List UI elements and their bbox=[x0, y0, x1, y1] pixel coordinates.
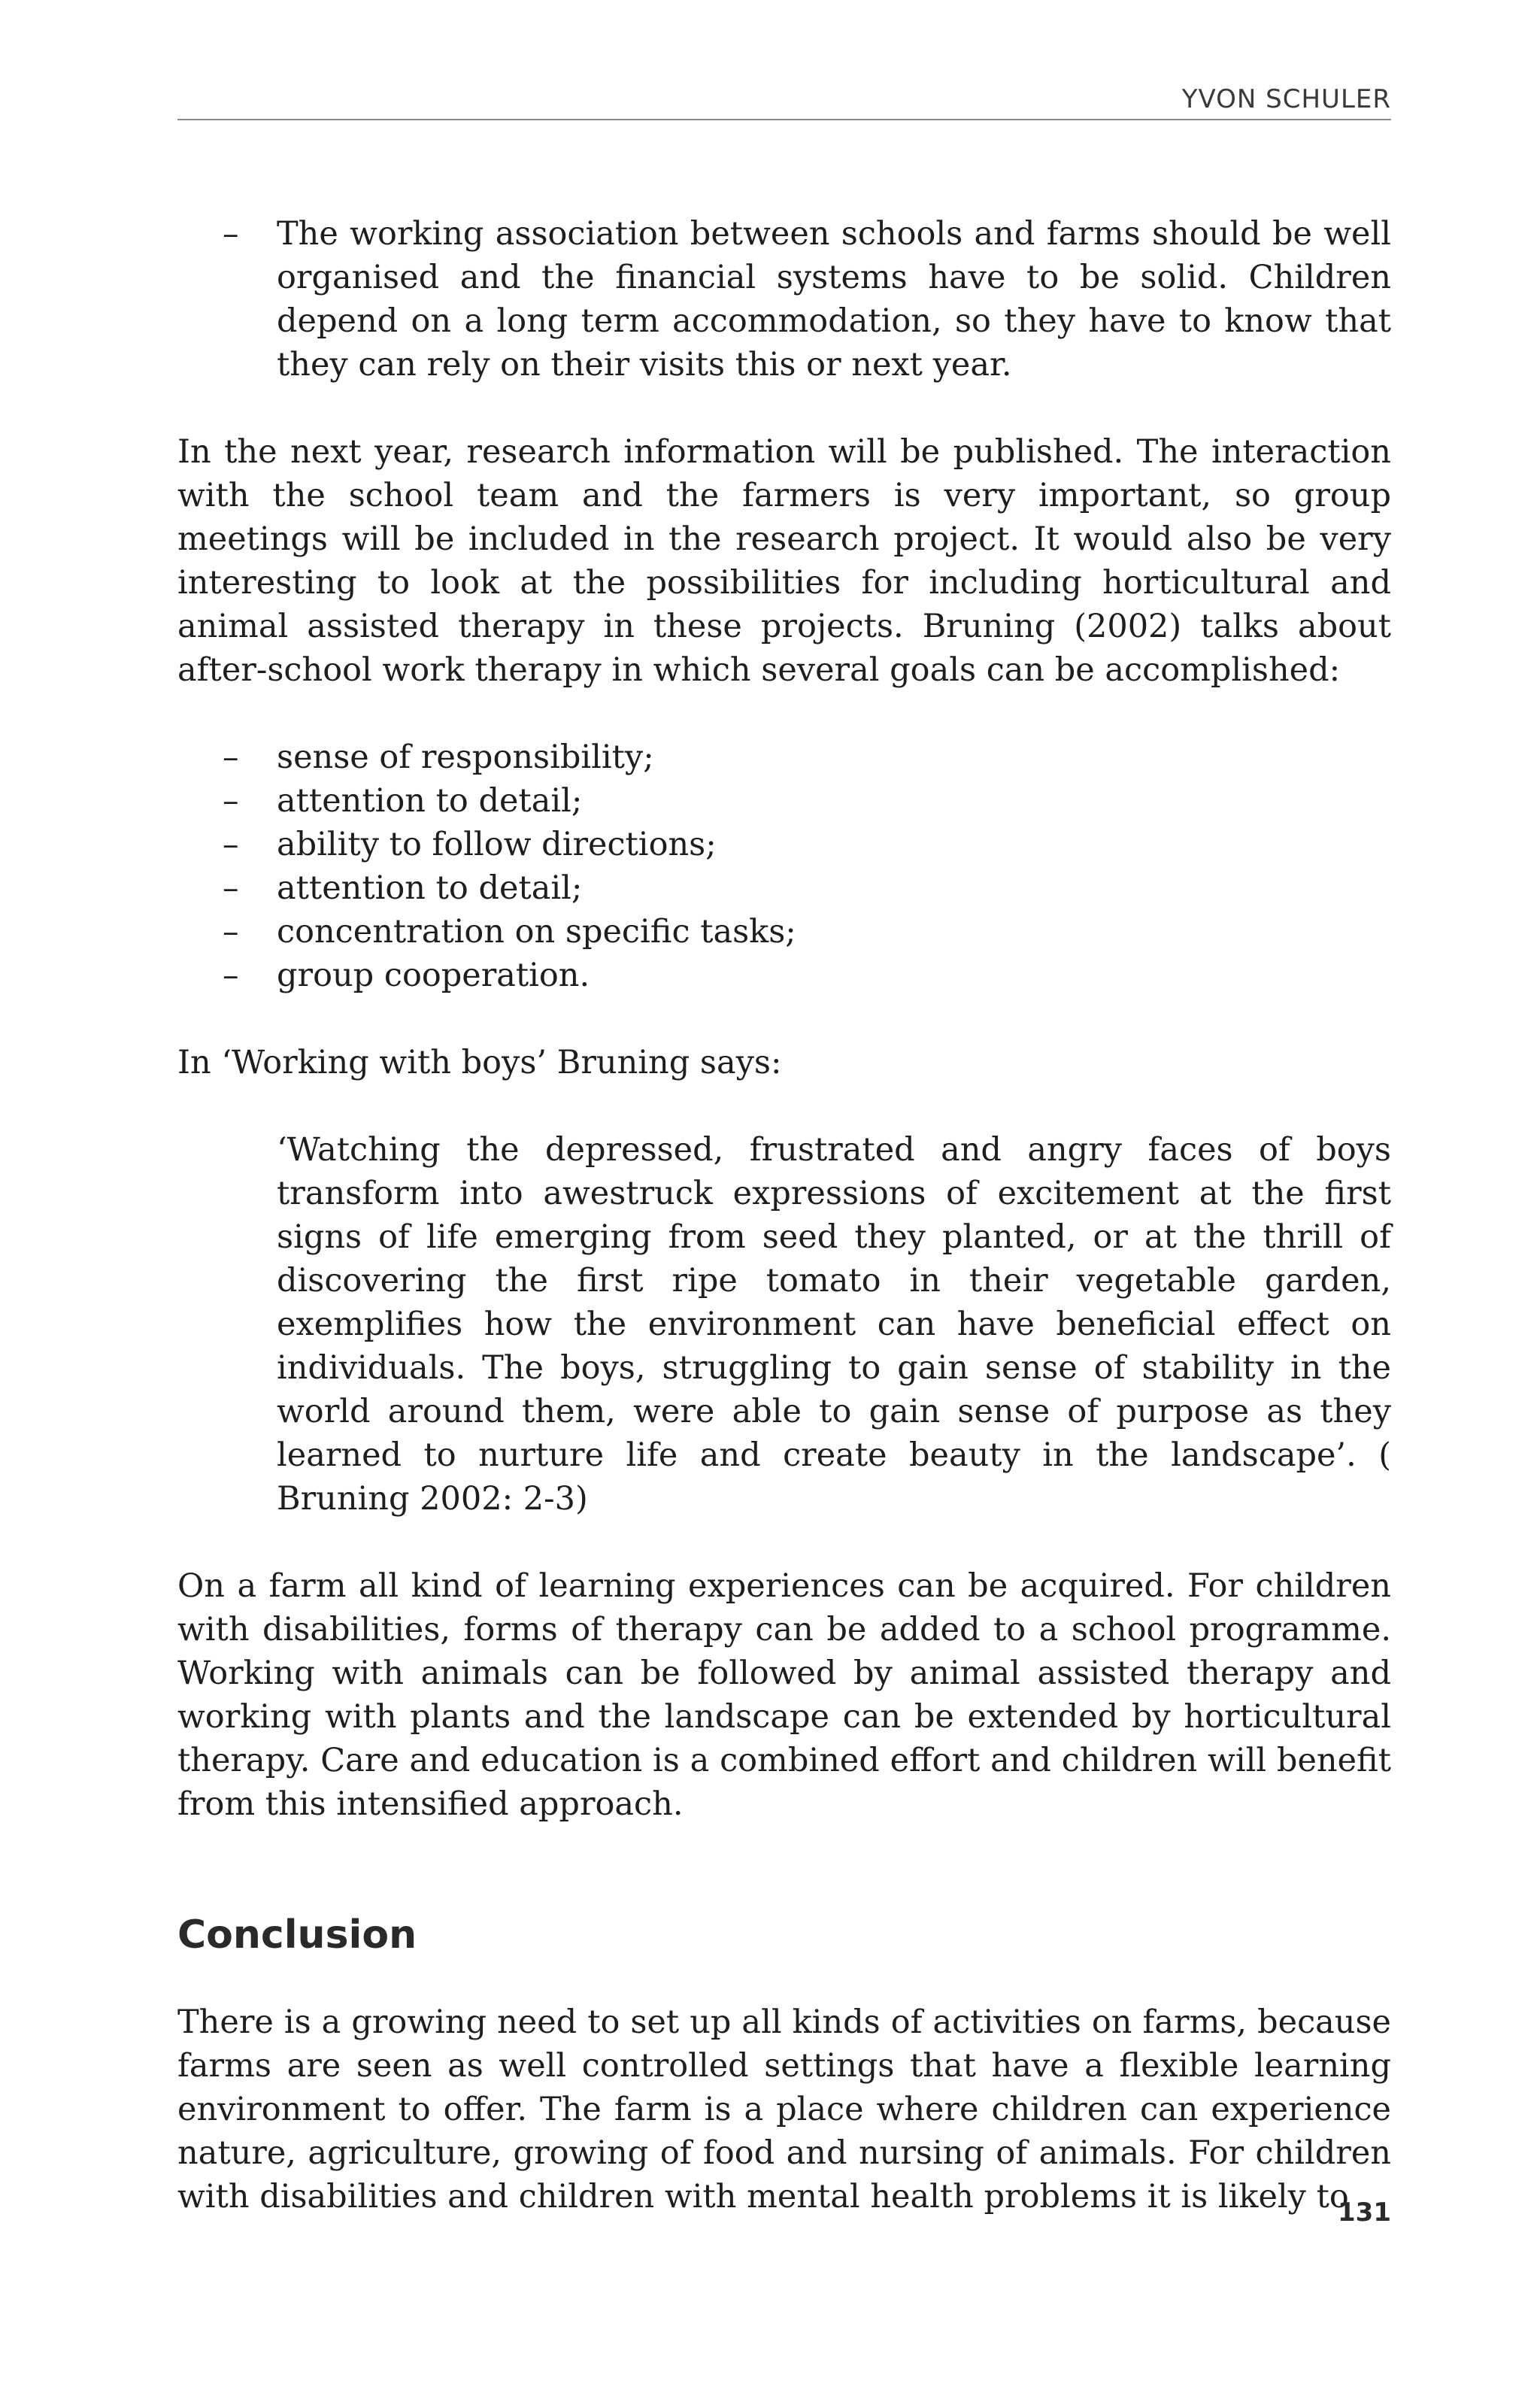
goal-text: attention to detail; bbox=[277, 869, 583, 907]
intro-item-text: The working association between schools and farms should be well organised and the financial systems have to be solid. Children depend on a long term accommodation, so they have to know that they can rely on their visits this or next year. bbox=[277, 215, 1391, 384]
document-page bbox=[177, 0, 1391, 2390]
paragraph-farm-learning: On a farm all kind of learning experiences can be acquired. For children with disabilities, forms of therapy can be added to a school programme. Working with animals can be followed by animal assisted therapy and working with plants and the landscape can be extended by horticultural therapy. Care and education is a combined effort and children will benefit from this intensified approach. bbox=[177, 1567, 1391, 1823]
paragraph-conclusion: There is a growing need to set up all kinds of activities on farms, because farms are seen as well controlled settings that have a flexible learning environment to offer. The farm is a place where children can experience nature, agriculture, growing of food and nursing of animals. For children with disabilities and children with mental health problems it is likely to bbox=[177, 2003, 1391, 2216]
goal-item bbox=[177, 779, 1391, 823]
goal-item bbox=[177, 954, 1391, 997]
intro-list-item bbox=[177, 212, 1391, 387]
goal-item bbox=[177, 823, 1391, 866]
goal-item bbox=[177, 736, 1391, 779]
goal-text: attention to detail; bbox=[277, 782, 583, 820]
dash-bullet-icon: – bbox=[223, 826, 239, 863]
paragraph-research: In the next year, research information will be published. The interaction with the school team and the farmers is very important, so group meetings will be included in the research project. It would also be very interesting to look at the possibilities for including horticultural and animal assisted therapy in these projects. Bruning (2002) talks about after-school work therapy in which several goals can be accomplished: bbox=[177, 433, 1391, 689]
page-number: 131 bbox=[1338, 2197, 1391, 2228]
dash-bullet-icon: – bbox=[223, 869, 239, 907]
block-quote: ‘Watching the depressed, frustrated and angry faces of boys transform into awestruck expressions of excitement at the first signs of life emerging from seed they planted, or at the thrill of discovering the first ripe tomato in their vegetable garden, exemplifies how the environment can have beneficial effect on individuals. The boys, struggling to gain sense of stability in the world around them, were able to gain sense of purpose as they learned to nurture life and create beauty in the landscape’. ( Bruning 2002: 2-3) bbox=[277, 1131, 1391, 1518]
goal-text: group cooperation. bbox=[277, 957, 590, 994]
paragraph-quote-intro: In ‘Working with boys’ Bruning says: bbox=[177, 1044, 782, 1081]
goal-text: ability to follow directions; bbox=[277, 826, 717, 863]
dash-bullet-icon: – bbox=[223, 913, 239, 951]
running-head: YVON SCHULER bbox=[1181, 84, 1391, 114]
goal-item bbox=[177, 866, 1391, 910]
dash-bullet-icon: – bbox=[223, 215, 239, 253]
body-text bbox=[177, 212, 1391, 2219]
intro-list bbox=[177, 212, 1391, 387]
goal-item bbox=[177, 910, 1391, 954]
header-rule bbox=[177, 119, 1391, 120]
section-heading-conclusion: Conclusion bbox=[177, 1912, 417, 1958]
goals-list bbox=[177, 736, 1391, 997]
goal-text: sense of responsibility; bbox=[277, 739, 654, 776]
dash-bullet-icon: – bbox=[223, 957, 239, 994]
dash-bullet-icon: – bbox=[223, 739, 239, 776]
dash-bullet-icon: – bbox=[223, 782, 239, 820]
goal-text: concentration on specific tasks; bbox=[277, 913, 796, 951]
